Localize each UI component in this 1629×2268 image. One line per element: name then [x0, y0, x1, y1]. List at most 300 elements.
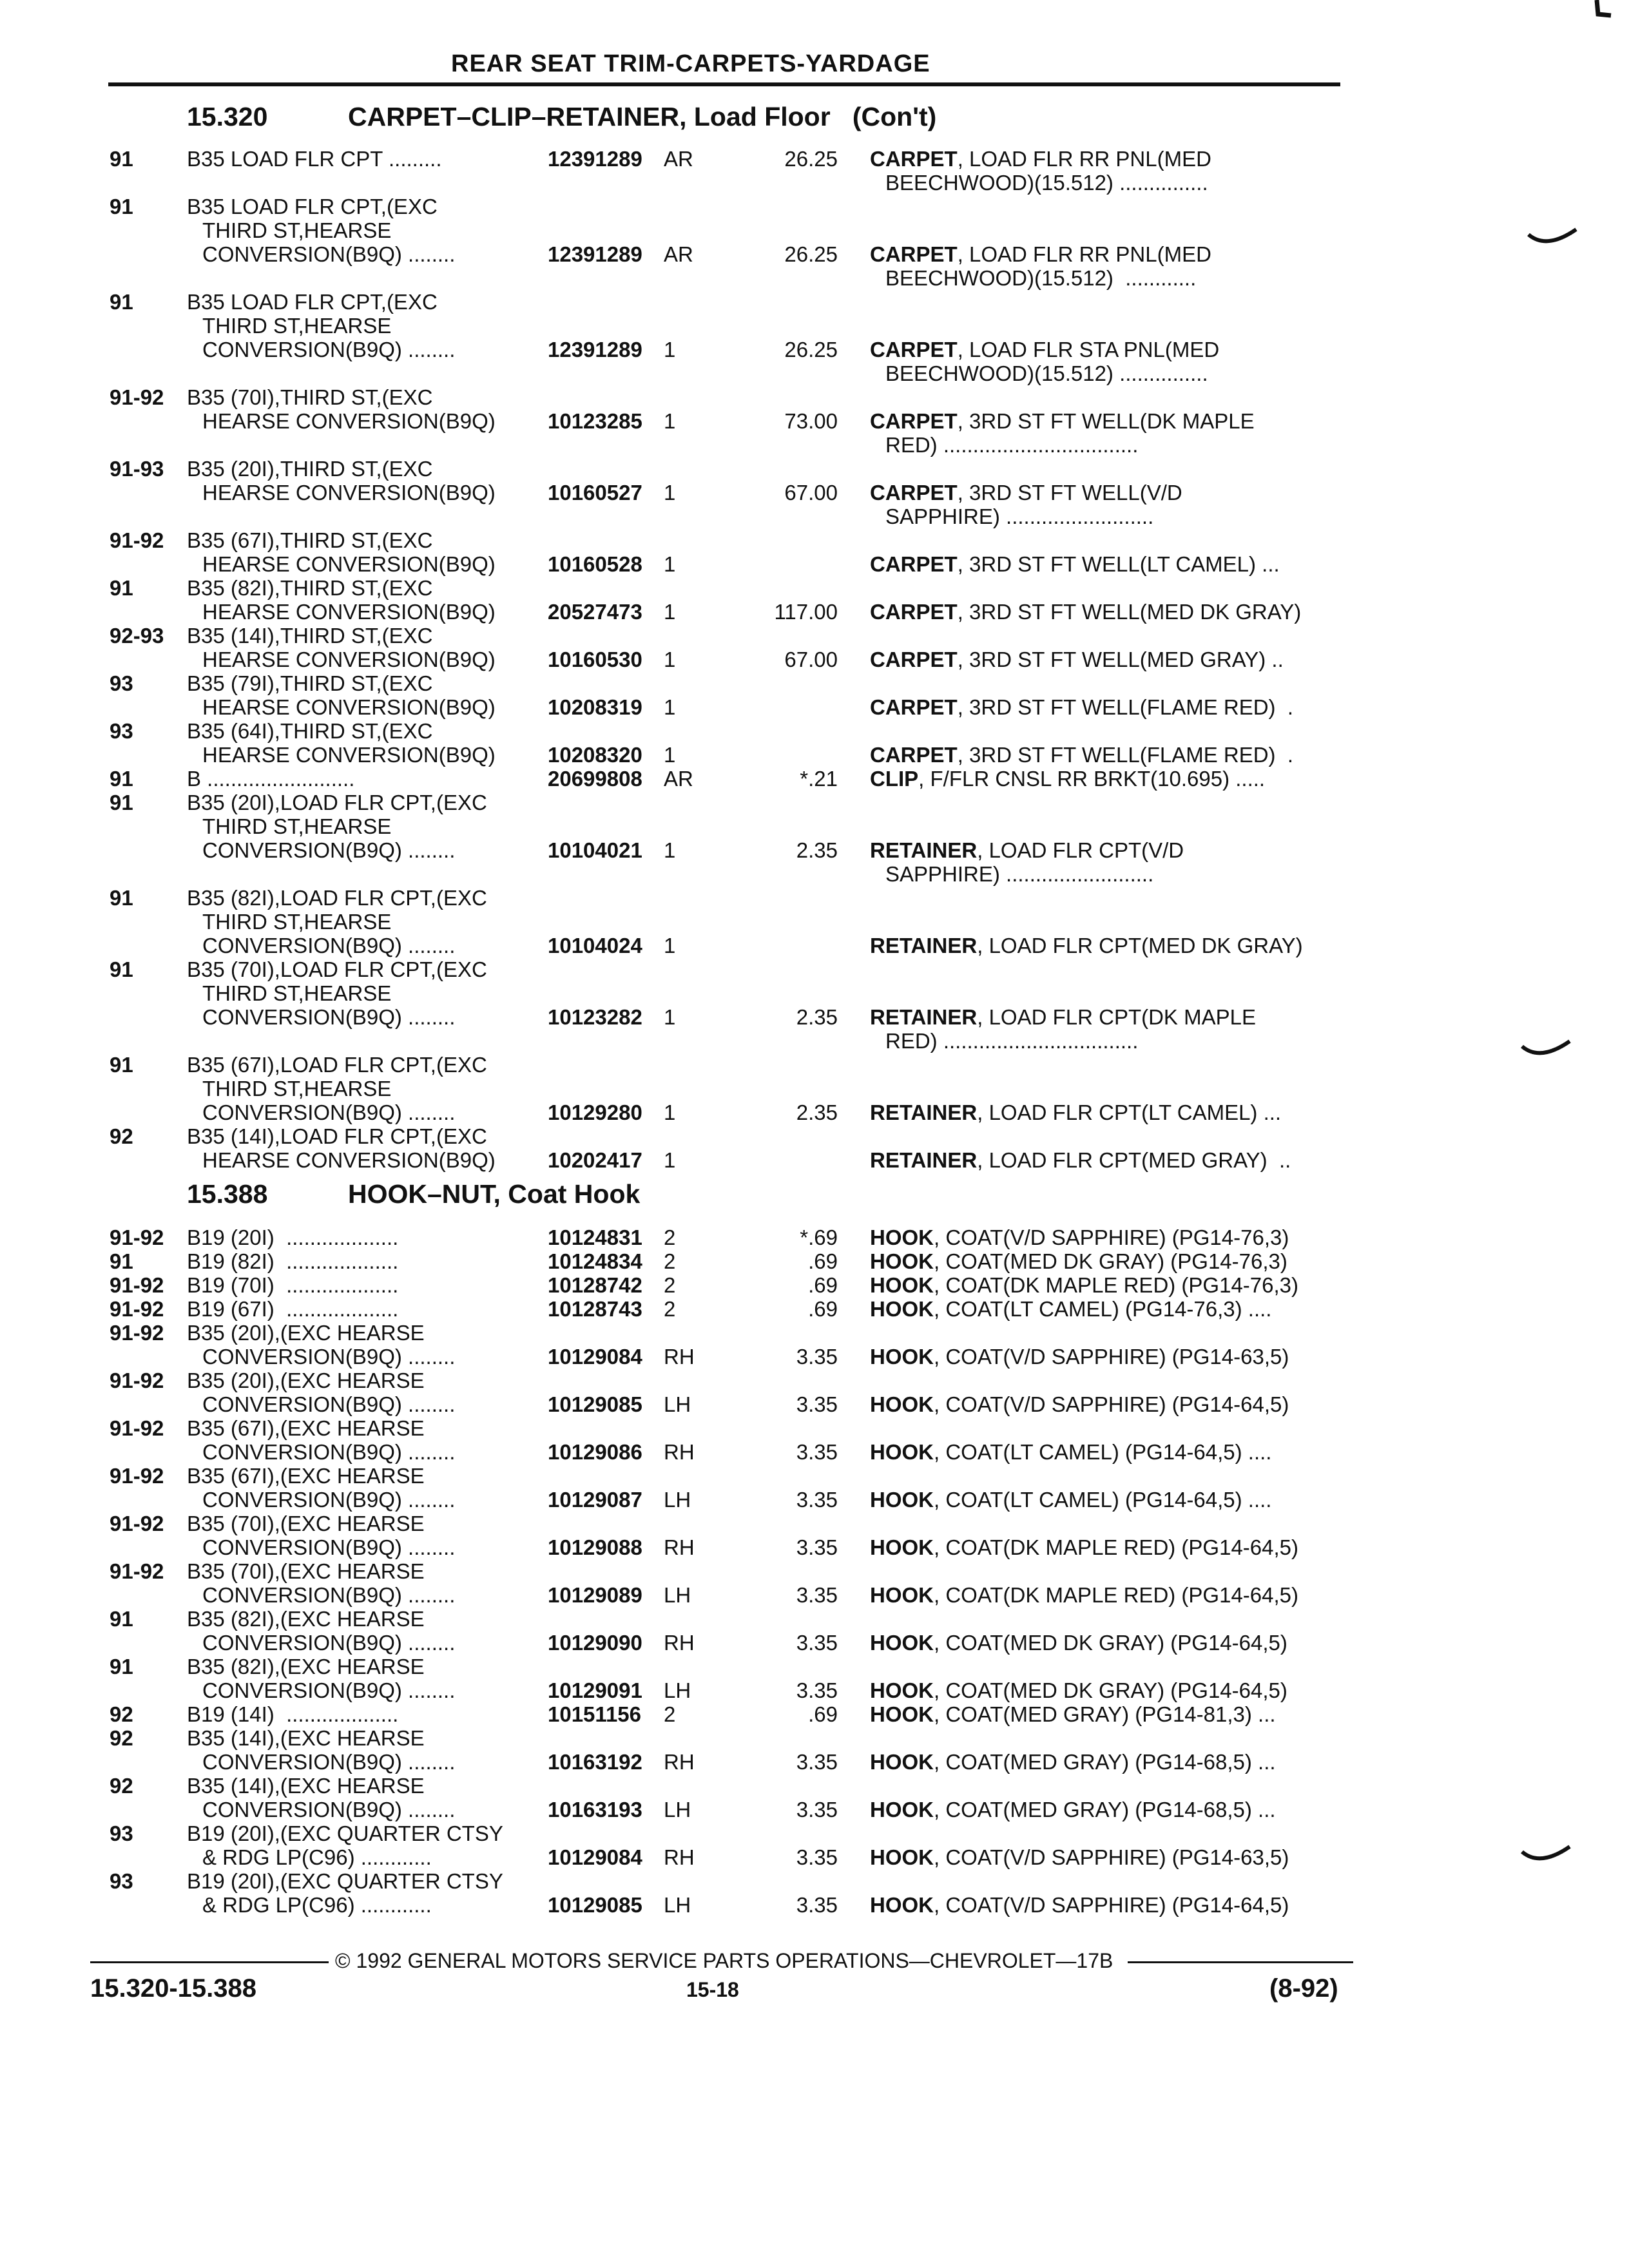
usage-description [187, 576, 496, 624]
usage-line: THIRD ST,HEARSE [202, 1077, 392, 1100]
model-year: 91-92 [110, 1416, 164, 1440]
section-suffix: (Con't) [852, 102, 937, 131]
usage-line: B19 (20I),(EXC QUARTER CTSY [187, 1869, 503, 1893]
part-number: 10104021 [548, 838, 642, 862]
usage-line: THIRD ST,HEARSE [202, 910, 392, 934]
part-name-line: CARPET, 3RD ST FT WELL(FLAME RED) . [870, 743, 1294, 767]
price: .69 [808, 1273, 838, 1297]
quantity: LH [664, 1678, 691, 1702]
part-name [870, 600, 1301, 624]
quantity: 1 [664, 409, 676, 433]
part-name [870, 1893, 1289, 1917]
usage-line: & RDG LP(C96) ............ [202, 1845, 432, 1869]
part-name-line: HOOK, COAT(MED DK GRAY) (PG14-76,3) [870, 1249, 1287, 1273]
part-name-line: HOOK, COAT(V/D SAPPHIRE) (PG14-63,5) [870, 1845, 1289, 1869]
usage-description [187, 1416, 455, 1464]
usage-line: B35 (82I),THIRD ST,(EXC [187, 576, 433, 600]
quantity: 1 [664, 338, 676, 361]
usage-line: B35 (14I),(EXC HEARSE [187, 1774, 425, 1798]
part-name [870, 1249, 1287, 1273]
part-name [870, 1100, 1281, 1124]
price: 3.35 [796, 1583, 838, 1607]
quantity: 2 [664, 1225, 676, 1249]
price: 73.00 [784, 409, 838, 433]
usage-line: CONVERSION(B9Q) ........ [202, 838, 456, 862]
model-year: 91-92 [110, 1297, 164, 1321]
part-name-line: HOOK, COAT(DK MAPLE RED) (PG14-64,5) [870, 1535, 1299, 1559]
usage-description [187, 1869, 503, 1917]
usage-description [187, 1273, 398, 1297]
part-name [870, 695, 1293, 719]
price: 3.35 [796, 1750, 838, 1774]
model-year: 91-92 [110, 385, 164, 409]
part-name [870, 1297, 1271, 1321]
model-year: 93 [110, 1869, 133, 1893]
part-number: 10129280 [548, 1100, 642, 1124]
part-name [870, 1005, 1256, 1053]
usage-line: CONVERSION(B9Q) ........ [202, 1631, 456, 1655]
model-year: 93 [110, 1821, 133, 1845]
price: 67.00 [784, 481, 838, 505]
quantity: 2 [664, 1702, 676, 1726]
usage-line: HEARSE CONVERSION(B9Q) [202, 1148, 496, 1172]
usage-line: B19 (20I) ................... [187, 1225, 399, 1249]
usage-line: B35 (70I),THIRD ST,(EXC [187, 385, 433, 409]
usage-description [187, 1249, 398, 1273]
part-name [870, 338, 1219, 385]
part-name [870, 552, 1280, 576]
quantity: LH [664, 1488, 691, 1512]
part-name [870, 481, 1182, 528]
quantity: LH [664, 1798, 691, 1821]
check-mark-icon [1521, 1039, 1572, 1064]
part-number: 10128743 [548, 1297, 642, 1321]
part-name-line: CARPET, 3RD ST FT WELL(V/D [870, 481, 1182, 505]
quantity: 1 [664, 1148, 676, 1172]
part-name [870, 1225, 1289, 1249]
usage-description [187, 671, 496, 719]
usage-line: B19 (82I) ................... [187, 1249, 399, 1273]
usage-description [187, 195, 455, 266]
usage-line: HEARSE CONVERSION(B9Q) [202, 648, 496, 671]
price: 3.35 [796, 1893, 838, 1917]
part-number: 10129086 [548, 1440, 642, 1464]
usage-description [187, 1726, 455, 1774]
quantity: 1 [664, 648, 676, 671]
model-year: 91-92 [110, 1369, 164, 1392]
section-number: 15.388 [187, 1179, 268, 1209]
usage-line: CONVERSION(B9Q) ........ [202, 338, 456, 361]
model-year: 92 [110, 1702, 133, 1726]
quantity: AR [664, 242, 693, 266]
part-name-line: HOOK, COAT(MED DK GRAY) (PG14-64,5) [870, 1678, 1287, 1702]
usage-description [187, 1053, 487, 1124]
price: 26.25 [784, 338, 838, 361]
model-year: 91 [110, 1607, 133, 1631]
price: *.69 [800, 1225, 838, 1249]
quantity: 1 [664, 1100, 676, 1124]
usage-description [187, 719, 496, 767]
title-rule [108, 82, 1340, 86]
part-name-line: RED) ................................. [885, 433, 1139, 457]
usage-line: B35 (14I),THIRD ST,(EXC [187, 624, 433, 648]
model-year: 92 [110, 1726, 133, 1750]
part-number: 12391289 [548, 338, 642, 361]
section-number: 15.320 [187, 102, 268, 131]
usage-line: B35 LOAD FLR CPT,(EXC [187, 290, 438, 314]
quantity: 2 [664, 1249, 676, 1273]
price: 3.35 [796, 1631, 838, 1655]
usage-description [187, 1369, 455, 1416]
usage-line: CONVERSION(B9Q) ........ [202, 1798, 456, 1821]
corner-mark-icon [1592, 0, 1617, 19]
part-number: 10129084 [548, 1345, 642, 1369]
part-number: 10124831 [548, 1225, 642, 1249]
part-number: 10129085 [548, 1392, 642, 1416]
quantity: 1 [664, 695, 676, 719]
part-name-line: CARPET, 3RD ST FT WELL(MED DK GRAY) [870, 600, 1302, 624]
model-year: 92 [110, 1774, 133, 1798]
price: 3.35 [796, 1392, 838, 1416]
usage-description [187, 1774, 455, 1821]
quantity: 1 [664, 934, 676, 957]
usage-line: B35 (82I),(EXC HEARSE [187, 1655, 425, 1678]
part-name-line: CARPET, 3RD ST FT WELL(FLAME RED) . [870, 695, 1294, 719]
usage-line: B35 (70I),(EXC HEARSE [187, 1559, 425, 1583]
part-name-line: SAPPHIRE) ......................... [885, 505, 1154, 528]
part-name [870, 934, 1303, 957]
usage-line: CONVERSION(B9Q) ........ [202, 1535, 456, 1559]
usage-description [187, 1321, 455, 1369]
part-number: 20699808 [548, 767, 642, 791]
footer-section-range: 15.320-15.388 [90, 1974, 257, 2003]
price: .69 [808, 1702, 838, 1726]
part-name-line: HOOK, COAT(MED DK GRAY) (PG14-64,5) [870, 1631, 1287, 1655]
part-number: 12391289 [548, 147, 642, 171]
part-name-line: RETAINER, LOAD FLR CPT(V/D [870, 838, 1184, 862]
part-number: 10160527 [548, 481, 642, 505]
usage-line: CONVERSION(B9Q) ........ [202, 1488, 456, 1512]
usage-description [187, 1225, 398, 1249]
usage-description [187, 791, 487, 862]
part-name [870, 1845, 1289, 1869]
usage-line: B19 (14I) ................... [187, 1702, 399, 1726]
footer-date-code: (8-92) [1269, 1974, 1338, 2003]
part-name-line: HOOK, COAT(DK MAPLE RED) (PG14-76,3) [870, 1273, 1299, 1297]
part-name-line: CLIP, F/FLR CNSL RR BRKT(10.695) ..... [870, 767, 1266, 791]
part-number: 10129089 [548, 1583, 642, 1607]
usage-line: B35 (67I),(EXC HEARSE [187, 1464, 425, 1488]
usage-line: B35 (67I),(EXC HEARSE [187, 1416, 425, 1440]
usage-line: CONVERSION(B9Q) ........ [202, 1345, 456, 1369]
usage-line: B19 (20I),(EXC QUARTER CTSY [187, 1821, 503, 1845]
model-year: 93 [110, 671, 133, 695]
model-year: 92-93 [110, 624, 164, 648]
usage-line: CONVERSION(B9Q) ........ [202, 1678, 456, 1702]
usage-line: B35 (20I),(EXC HEARSE [187, 1369, 425, 1392]
model-year: 91-92 [110, 1321, 164, 1345]
part-name [870, 242, 1211, 290]
usage-description [187, 1464, 455, 1512]
part-name-line: CARPET, LOAD FLR STA PNL(MED [870, 338, 1220, 361]
usage-description [187, 147, 442, 171]
part-name-line: CARPET, LOAD FLR RR PNL(MED [870, 242, 1211, 266]
usage-description [187, 290, 455, 361]
usage-description [187, 1559, 455, 1607]
quantity: AR [664, 147, 693, 171]
model-year: 92 [110, 1124, 133, 1148]
usage-line: THIRD ST,HEARSE [202, 314, 392, 338]
usage-line: B35 (14I),(EXC HEARSE [187, 1726, 425, 1750]
model-year: 91 [110, 195, 133, 218]
quantity: 1 [664, 1005, 676, 1029]
quantity: 1 [664, 481, 676, 505]
check-mark-icon [1527, 227, 1579, 253]
part-number: 10151156 [548, 1702, 642, 1726]
section-title: CARPET–CLIP–RETAINER, Load Floor [348, 102, 831, 131]
quantity: RH [664, 1535, 695, 1559]
usage-line: B35 (79I),THIRD ST,(EXC [187, 671, 433, 695]
part-name-line: BEECHWOOD)(15.512) ............... [885, 361, 1208, 385]
usage-line: CONVERSION(B9Q) ........ [202, 1583, 456, 1607]
usage-line: HEARSE CONVERSION(B9Q) [202, 481, 496, 505]
part-name [870, 1148, 1291, 1172]
model-year: 91-92 [110, 1273, 164, 1297]
usage-line: HEARSE CONVERSION(B9Q) [202, 695, 496, 719]
model-year: 91 [110, 957, 133, 981]
part-name-line: SAPPHIRE) ......................... [885, 862, 1154, 886]
part-name-line: HOOK, COAT(V/D SAPPHIRE) (PG14-76,3) [870, 1225, 1289, 1249]
usage-line: CONVERSION(B9Q) ........ [202, 242, 456, 266]
part-name [870, 1678, 1287, 1702]
quantity: RH [664, 1345, 695, 1369]
part-number: 10104024 [548, 934, 642, 957]
price: 3.35 [796, 1798, 838, 1821]
usage-line: HEARSE CONVERSION(B9Q) [202, 743, 496, 767]
usage-line: CONVERSION(B9Q) ........ [202, 934, 456, 957]
usage-line: & RDG LP(C96) ............ [202, 1893, 432, 1917]
part-name-line: HOOK, COAT(LT CAMEL) (PG14-64,5) .... [870, 1488, 1272, 1512]
usage-line: HEARSE CONVERSION(B9Q) [202, 552, 496, 576]
part-name [870, 147, 1211, 195]
quantity: RH [664, 1631, 695, 1655]
part-number: 10128742 [548, 1273, 642, 1297]
part-name-line: BEECHWOOD)(15.512) ............ [885, 266, 1197, 290]
part-number: 10123285 [548, 409, 642, 433]
model-year: 91 [110, 147, 133, 171]
price: 3.35 [796, 1440, 838, 1464]
usage-line: B35 (64I),THIRD ST,(EXC [187, 719, 433, 743]
part-number: 10129090 [548, 1631, 642, 1655]
usage-description [187, 1297, 398, 1321]
part-number: 10123282 [548, 1005, 642, 1029]
usage-line: THIRD ST,HEARSE [202, 981, 392, 1005]
usage-line: B35 (67I),THIRD ST,(EXC [187, 528, 433, 552]
usage-description [187, 1124, 496, 1172]
usage-line: CONVERSION(B9Q) ........ [202, 1440, 456, 1464]
part-number: 10124834 [548, 1249, 642, 1273]
part-name-line: BEECHWOOD)(15.512) ............... [885, 171, 1208, 195]
quantity: AR [664, 767, 693, 791]
usage-line: B35 (82I),(EXC HEARSE [187, 1607, 425, 1631]
part-name [870, 648, 1284, 671]
part-name [870, 838, 1184, 886]
part-name [870, 1702, 1276, 1726]
price: 2.35 [796, 1005, 838, 1029]
part-name-line: RETAINER, LOAD FLR CPT(MED GRAY) .. [870, 1148, 1291, 1172]
quantity: 1 [664, 743, 676, 767]
part-name-line: RETAINER, LOAD FLR CPT(DK MAPLE [870, 1005, 1256, 1029]
part-number: 12391289 [548, 242, 642, 266]
part-name [870, 1750, 1276, 1774]
usage-description [187, 1512, 455, 1559]
price: 26.25 [784, 242, 838, 266]
model-year: 91 [110, 767, 133, 791]
page-title: REAR SEAT TRIM-CARPETS-YARDAGE [451, 50, 930, 77]
usage-description [187, 1702, 398, 1726]
usage-line: B35 (20I),(EXC HEARSE [187, 1321, 425, 1345]
usage-line: CONVERSION(B9Q) ........ [202, 1750, 456, 1774]
part-name-line: HOOK, COAT(MED GRAY) (PG14-68,5) ... [870, 1750, 1276, 1774]
usage-description [187, 624, 496, 671]
check-mark-icon [1521, 1844, 1572, 1870]
price: 3.35 [796, 1488, 838, 1512]
quantity: 2 [664, 1273, 676, 1297]
usage-line: B35 (70I),(EXC HEARSE [187, 1512, 425, 1535]
price: .69 [808, 1249, 838, 1273]
part-number: 10160528 [548, 552, 642, 576]
model-year: 91-92 [110, 1512, 164, 1535]
usage-line: B35 (20I),THIRD ST,(EXC [187, 457, 433, 481]
quantity: LH [664, 1583, 691, 1607]
quantity: 1 [664, 838, 676, 862]
usage-line: CONVERSION(B9Q) ........ [202, 1005, 456, 1029]
usage-description [187, 1655, 455, 1702]
usage-line: B19 (67I) ................... [187, 1297, 399, 1321]
price: 3.35 [796, 1845, 838, 1869]
model-year: 91 [110, 886, 133, 910]
usage-description [187, 385, 496, 433]
usage-line: CONVERSION(B9Q) ........ [202, 1392, 456, 1416]
usage-line: B ......................... [187, 767, 355, 791]
section-heading [187, 102, 936, 132]
model-year: 91-92 [110, 1559, 164, 1583]
part-name-line: HOOK, COAT(LT CAMEL) (PG14-76,3) .... [870, 1297, 1272, 1321]
part-name [870, 1488, 1271, 1512]
section-heading [187, 1179, 640, 1209]
model-year: 91 [110, 1655, 133, 1678]
model-year: 91 [110, 1249, 133, 1273]
quantity: RH [664, 1440, 695, 1464]
part-name-line: HOOK, COAT(V/D SAPPHIRE) (PG14-64,5) [870, 1392, 1289, 1416]
part-name [870, 409, 1255, 457]
model-year: 91-92 [110, 1464, 164, 1488]
part-name-line: CARPET, 3RD ST FT WELL(MED GRAY) .. [870, 648, 1284, 671]
price: 117.00 [774, 600, 838, 624]
usage-line: CONVERSION(B9Q) ........ [202, 1100, 456, 1124]
part-name-line: HOOK, COAT(DK MAPLE RED) (PG14-64,5) [870, 1583, 1299, 1607]
part-name-line: CARPET, LOAD FLR RR PNL(MED [870, 147, 1211, 171]
part-name-line: RETAINER, LOAD FLR CPT(LT CAMEL) ... [870, 1100, 1282, 1124]
price: .69 [808, 1297, 838, 1321]
part-name-line: CARPET, 3RD ST FT WELL(LT CAMEL) ... [870, 552, 1280, 576]
part-number: 10202417 [548, 1148, 642, 1172]
price: 2.35 [796, 838, 838, 862]
part-number: 10129087 [548, 1488, 642, 1512]
usage-description [187, 1821, 503, 1869]
price: 67.00 [784, 648, 838, 671]
model-year: 91 [110, 576, 133, 600]
footer-copyright: © 1992 GENERAL MOTORS SERVICE PARTS OPERATIONS—CHEVROLET—17B [335, 1949, 1113, 1972]
part-number: 10163192 [548, 1750, 642, 1774]
usage-description [187, 767, 354, 791]
usage-line: B19 (70I) ................... [187, 1273, 399, 1297]
part-name-line: HOOK, COAT(V/D SAPPHIRE) (PG14-64,5) [870, 1893, 1289, 1917]
part-name-line: HOOK, COAT(MED GRAY) (PG14-81,3) ... [870, 1702, 1276, 1726]
part-name [870, 743, 1293, 767]
usage-line: THIRD ST,HEARSE [202, 814, 392, 838]
part-number: 10129085 [548, 1893, 642, 1917]
usage-line: HEARSE CONVERSION(B9Q) [202, 600, 496, 624]
part-name [870, 1273, 1298, 1297]
quantity: LH [664, 1893, 691, 1917]
model-year: 91-93 [110, 457, 164, 481]
usage-description [187, 1607, 455, 1655]
part-name-line: CARPET, 3RD ST FT WELL(DK MAPLE [870, 409, 1255, 433]
model-year: 91 [110, 1053, 133, 1077]
part-name-line: HOOK, COAT(V/D SAPPHIRE) (PG14-63,5) [870, 1345, 1289, 1369]
part-number: 10160530 [548, 648, 642, 671]
usage-line: HEARSE CONVERSION(B9Q) [202, 409, 496, 433]
part-name-line: HOOK, COAT(MED GRAY) (PG14-68,5) ... [870, 1798, 1276, 1821]
footer-rule-left [90, 1961, 329, 1963]
model-year: 91 [110, 791, 133, 814]
part-number: 10208319 [548, 695, 642, 719]
usage-line: B35 (82I),LOAD FLR CPT,(EXC [187, 886, 487, 910]
price: 3.35 [796, 1678, 838, 1702]
part-name [870, 767, 1265, 791]
part-number: 20527473 [548, 600, 642, 624]
quantity: LH [664, 1392, 691, 1416]
usage-line: B35 (70I),LOAD FLR CPT,(EXC [187, 957, 487, 981]
usage-line: THIRD ST,HEARSE [202, 218, 392, 242]
part-name [870, 1535, 1298, 1559]
part-name [870, 1798, 1276, 1821]
usage-description [187, 886, 487, 957]
model-year: 91-92 [110, 1225, 164, 1249]
quantity: 1 [664, 600, 676, 624]
quantity: 2 [664, 1297, 676, 1321]
part-number: 10129084 [548, 1845, 642, 1869]
price: 3.35 [796, 1535, 838, 1559]
part-name [870, 1583, 1298, 1607]
part-name-line: RED) ................................. [885, 1029, 1139, 1053]
usage-line: B35 (14I),LOAD FLR CPT,(EXC [187, 1124, 487, 1148]
part-name [870, 1345, 1289, 1369]
model-year: 93 [110, 719, 133, 743]
footer-rule-right [1128, 1961, 1353, 1963]
section-title: HOOK–NUT, Coat Hook [348, 1179, 641, 1209]
usage-description [187, 457, 496, 505]
usage-line: B35 LOAD FLR CPT,(EXC [187, 195, 438, 218]
model-year: 91 [110, 290, 133, 314]
part-number: 10129088 [548, 1535, 642, 1559]
footer-page-number: 15-18 [686, 1978, 739, 2001]
part-name-line: HOOK, COAT(LT CAMEL) (PG14-64,5) .... [870, 1440, 1272, 1464]
quantity: RH [664, 1750, 695, 1774]
price: *.21 [800, 767, 838, 791]
part-number: 10129091 [548, 1678, 642, 1702]
